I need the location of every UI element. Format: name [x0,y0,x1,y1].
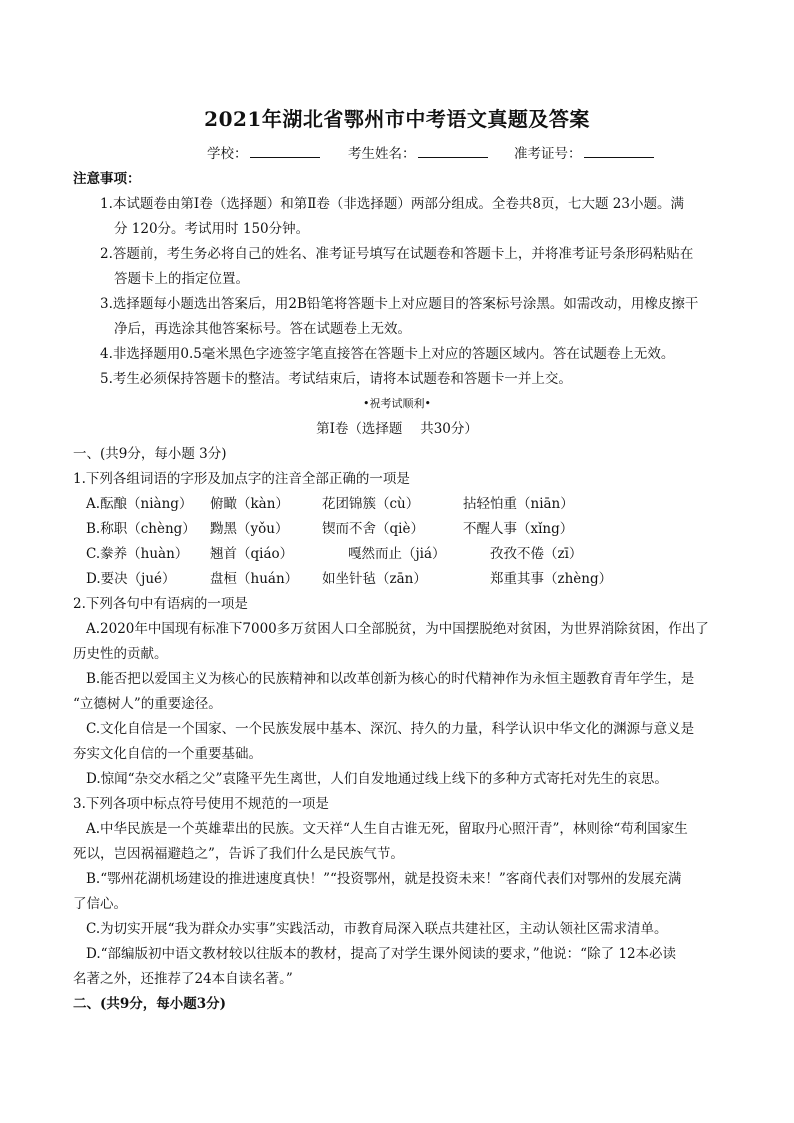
page-title: 2021年湖北省鄂州市中考语文真题及答案 [204,107,590,131]
q1-option-d-word-2: 盘桓（huán） [210,571,299,587]
q3-line: B.“鄂州花湖机场建设的推进速度真快！”“投资鄂州，就是投资未来！”客商代表们对鄂州的发展充满 [86,871,682,887]
name-field [348,142,488,162]
part1-heading: 第Ⅰ卷（选择题 共30分） [316,421,478,437]
notice-line: 5.考生必须保持答题卡的整洁。考试结束后，请将本试题卷和答题卡一并上交。 [100,371,572,387]
q3-stem: 3.下列各项中标点符号使用不规范的一项是 [73,796,329,812]
q1-option-a-word-2: 俯瞰（kàn） [210,496,289,512]
q1-option-c-word-1: C.豢养（huàn） [86,546,189,562]
wish-text: •祝考试顺利• [363,397,431,410]
q3-line: 名著之外，还推荐了24本自读名著。” [73,971,293,987]
q1-option-b-word-3: 锲而不舍（qiè） [322,521,424,537]
q1-option-d-word-3: 如坐针毡（zān） [322,571,427,587]
q1-option-a-word-1: A.酝酿（niàng） [86,496,193,512]
q1-option-c-word-4: 孜孜不倦（zī） [490,546,583,562]
q1-option-c-word-2: 翘首（qiáo） [210,546,294,562]
notice-line: 4.非选择题用0.5毫米黑色字迹签字笔直接答在答题卡上对应的答题区域内。答在试题卷上无效。 [100,346,675,362]
q3-line: 死以，岂因祸福避趋之”，告诉了我们什么是民族气节。 [73,846,404,862]
section1-heading: 一、(共9分，每小题 3分) [73,446,227,462]
id-label: 准考证号： [514,146,582,162]
q1-stem: 1.下列各组词语的字形及加点字的注音全部正确的一项是 [73,471,410,487]
q1-option-a-word-3: 花团锦簇（cù） [322,496,420,512]
q1-option-c-word-3: 嘎然而止（jiá） [348,546,446,562]
q2-line: D.惊闻“杂交水稻之父”袁隆平先生离世，人们自发地通过线上线下的多种方式寄托对先生的哀思。 [86,771,668,787]
section2-heading: 二、(共9分，每小题3分) [73,996,227,1012]
id-field [514,142,654,162]
notice-heading: 注意事项： [73,171,141,187]
q2-line: 夯实文化自信的一个重要基础。 [73,746,262,762]
school-field [207,142,320,162]
id-blank[interactable] [584,145,654,158]
notice-line: 答题卡上的指定位置。 [114,271,249,287]
notice-line: 2.答题前，考生务必将自己的姓名、准考证号填写在试题卷和答题卡上，并将准考证号条形码粘贴在 [100,246,694,262]
notice-line: 分 120分。考试用时 150分钟。 [114,221,310,237]
name-label: 考生姓名： [348,146,416,162]
name-blank[interactable] [418,145,488,158]
school-label: 学校： [207,146,248,162]
q3-line: A.中华民族是一个英雄辈出的民族。文天祥“人生自古谁无死，留取丹心照汗青”，林则徐“苟利国家生 [86,821,688,837]
school-blank[interactable] [250,145,320,158]
q1-option-b-word-2: 黝黑（yǒu） [210,521,289,537]
notice-line: 3.选择题每小题选出答案后，用2B铅笔将答题卡上对应题目的答案标号涂黑。如需改动，用橡皮擦干 [100,296,699,312]
q2-line: C.文化自信是一个国家、一个民族发展中基本、深沉、持久的力量，科学认识中华文化的渊源与意义是 [86,721,695,737]
q1-option-b-word-1: B.称职（chèng） [86,521,196,537]
notice-line: 1.本试题卷由第Ⅰ卷（选择题）和第Ⅱ卷（非选择题）两部分组成。全卷共8页，七大题 23小题。满 [100,196,684,212]
q2-line: “立德树人”的重要途径。 [73,696,222,712]
q1-option-b-word-4: 不醒人事（xǐng） [463,521,574,537]
q2-line: B.能否把以爱国主义为核心的民族精神和以改革创新为核心的时代精神作为永恒主题教育青年学生，是 [86,671,695,687]
notice-line: 净后，再选涂其他答案标号。答在试题卷上无效。 [114,321,411,337]
q2-stem: 2.下列各句中有语病的一项是 [73,596,248,612]
q1-option-d-word-4: 郑重其事（zhèng） [490,571,613,587]
q3-line: 了信心。 [73,896,127,912]
q3-line: D.“部编版初中语文教材较以往版本的教材，提高了对学生课外阅读的要求，”他说：“除了 12本必读 [86,946,677,962]
q1-option-d-word-1: D.要决（jué） [86,571,176,587]
q2-line: 历史性的贡献。 [73,646,168,662]
q3-line: C.为切实开展“我为群众办实事”实践活动，市教育局深入联点共建社区，主动认领社区需求清单。 [86,921,668,937]
q2-line: A.2020年中国现有标准下7000多万贫困人口全部脱贫，为中国摆脱绝对贫困，为世界消除贫困，作出了 [86,621,709,637]
q1-option-a-word-4: 拈轻怕重（niān） [463,496,574,512]
